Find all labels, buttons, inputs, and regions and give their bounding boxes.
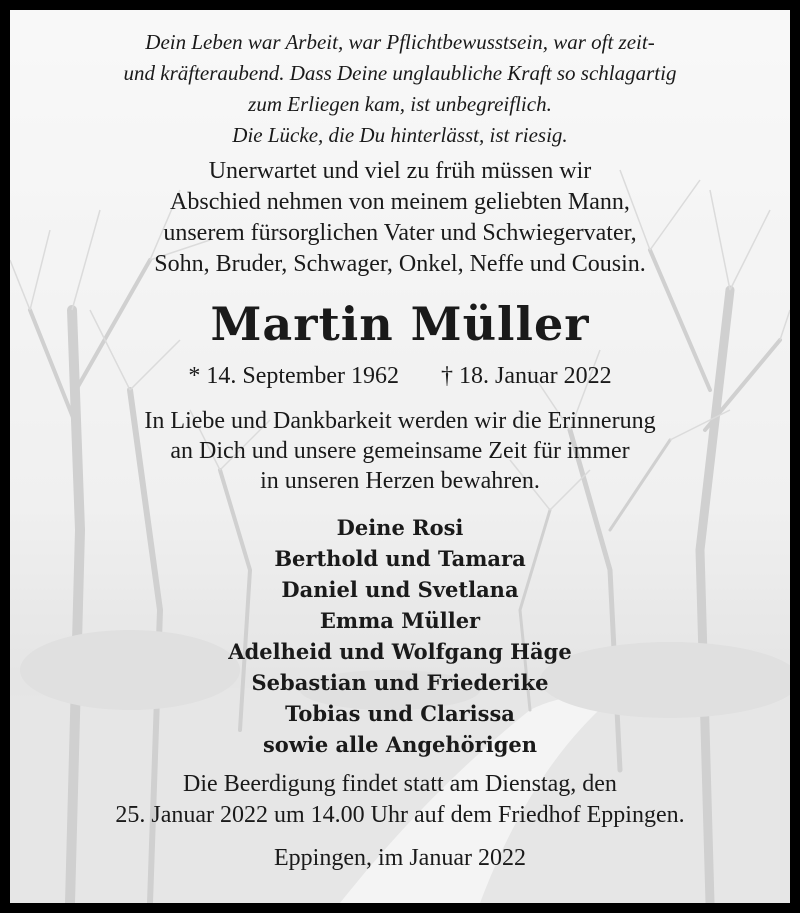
mourner-name: Daniel und Svetlana (281, 577, 519, 602)
poem-line: zum Erliegen kam, ist unbegreiflich. (248, 92, 552, 116)
funeral-line: 25. Januar 2022 um 14.00 Uhr auf dem Friedhof Eppingen. (115, 802, 685, 828)
funeral-line: Die Beerdigung findet statt am Dienstag, den (183, 771, 617, 797)
poem-line: Dein Leben war Arbeit, war Pflichtbewusstsein, war oft zeit- (145, 30, 655, 54)
tribute-line: In Liebe und Dankbarkeit werden wir die Erinnerung (144, 408, 656, 434)
intro-line: unserem fürsorglichen Vater und Schwiegervater, (163, 220, 637, 246)
place-date: Eppingen, im Januar 2022 (274, 845, 526, 871)
intro-line: Sohn, Bruder, Schwager, Onkel, Neffe und Cousin. (154, 251, 646, 277)
notice-text (10, 10, 790, 903)
poem-line: Die Lücke, die Du hinterlässt, ist riesig. (232, 123, 568, 147)
death-date: † 18. Januar 2022 (441, 363, 612, 389)
tribute-line: an Dich und unsere gemeinsame Zeit für immer (170, 438, 630, 464)
mourner-name: Emma Müller (319, 608, 481, 633)
mourner-name: sowie alle Angehörigen (262, 732, 538, 757)
mourner-name: Sebastian und Friederike (251, 670, 549, 695)
intro-line: Abschied nehmen von meinem geliebten Mann, (170, 189, 630, 215)
deceased-name: Martin Müller (210, 297, 590, 351)
intro-line: Unerwartet und viel zu früh müssen wir (208, 158, 592, 184)
mourner-name: Berthold und Tamara (274, 546, 526, 571)
mourner-name: Tobias und Clarissa (285, 701, 515, 726)
mourner-name: Deine Rosi (336, 515, 464, 540)
life-dates (10, 363, 790, 390)
birth-date: * 14. September 1962 (188, 363, 399, 389)
tribute-line: in unseren Herzen bewahren. (260, 468, 540, 494)
poem-line: und kräfteraubend. Dass Deine unglaubliche Kraft so schlagartig (123, 61, 677, 85)
mourner-name: Adelheid und Wolfgang Häge (228, 639, 572, 664)
